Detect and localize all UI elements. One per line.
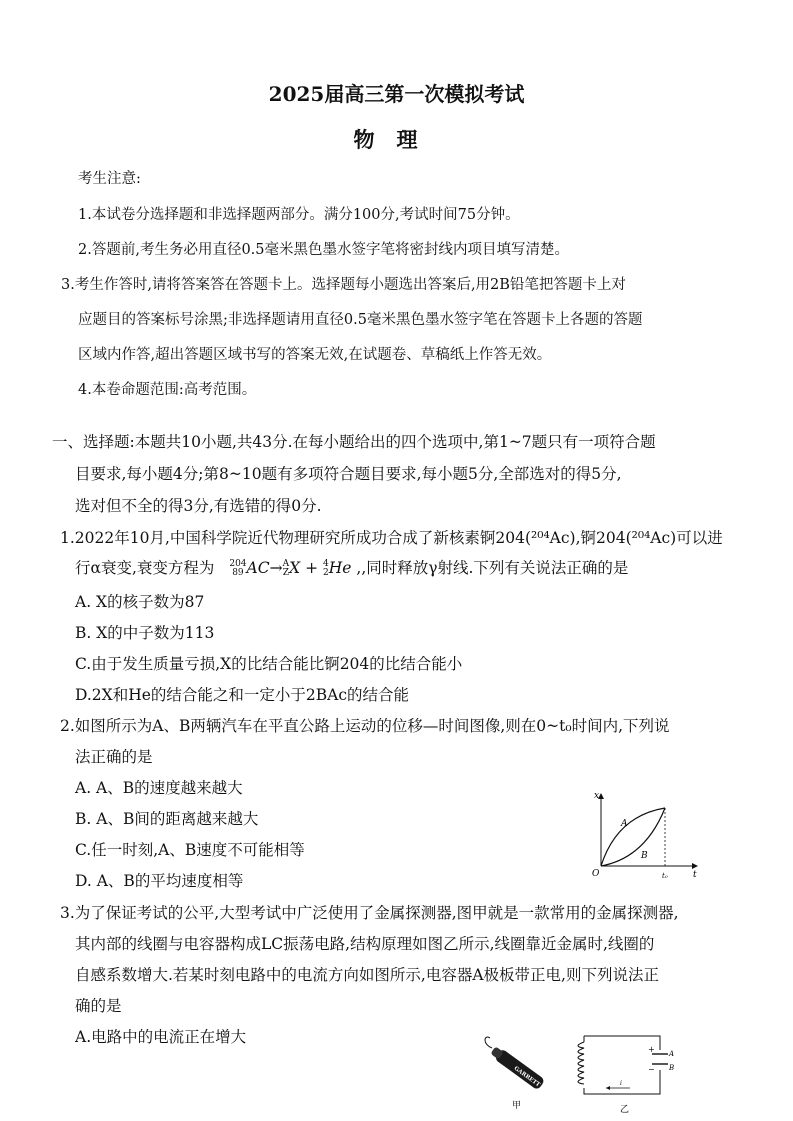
curve-a-label: A — [621, 819, 628, 829]
displacement-time-graph — [585, 786, 705, 882]
plate-b-label: B — [669, 1064, 675, 1072]
minus-sign: − — [648, 1065, 655, 1074]
detector-brand-text: GARRETT — [512, 1065, 541, 1089]
question-text: 确的是 — [75, 997, 122, 1015]
question-text: 自感系数增大.若某时刻电路中的电流方向如图所示,电容器A极板带正电,则下列说法正 — [75, 966, 659, 984]
option-a: A.电路中的电流正在增大 — [75, 1028, 247, 1046]
detector-strap — [485, 1037, 492, 1048]
question-text: 2.如图所示为A、B两辆汽车在平直公路上运动的位移—时间图像,则在0~t₀时间内,下列说 — [60, 717, 670, 735]
section-line: 选对但不全的得3分,有选错的得0分. — [75, 497, 322, 515]
t0-label: t₀ — [662, 872, 668, 880]
figure-yi-label: 乙 — [620, 1105, 630, 1115]
curve-b-label: B — [641, 851, 648, 861]
x-axis-label: t — [693, 870, 697, 880]
capacitor — [652, 1054, 668, 1064]
question-text: 1.2022年10月,中国科学院近代物理研究所成功合成了新核素锕204(²⁰⁴Ac),锕204(²⁰⁴Ac)可以进 — [60, 529, 723, 547]
option-d: D. A、B的平均速度相等 — [75, 872, 244, 890]
metal-detector-figure — [478, 1030, 558, 1112]
question-text: ,,同时释放γ射线.下列有关说法正确的是 — [356, 559, 629, 577]
figure-jia-label: 甲 — [512, 1101, 522, 1111]
option-c: C.由于发生质量亏损,X的比结合能比锕204的比结合能小 — [75, 655, 463, 673]
section-line: 一、选择题:本题共10小题,共43分.在每小题给出的四个选项中,第1~7题只有一项符合题 — [52, 433, 656, 451]
plus-sign: + — [648, 1045, 655, 1054]
question-text: 法正确的是 — [75, 748, 153, 766]
subject-title: 物理 — [353, 127, 440, 152]
inductor-coil — [578, 1042, 588, 1088]
note-item: 4.本卷命题范围:高考范围。 — [78, 382, 257, 398]
notes-heading: 考生注意: — [78, 171, 141, 187]
mass-number: 204 89 — [229, 559, 247, 578]
exam-title: 2025届高三第一次模拟考试 — [268, 82, 525, 106]
note-item: 3.考生作答时,请将答案答在答题卡上。选择题每小题选出答案后,用2B铅笔把答题卡上对 — [61, 277, 626, 293]
option-d: D.2X和He的结合能之和一定小于2BAc的结合能 — [75, 686, 410, 704]
current-label: i — [620, 1080, 622, 1087]
origin-label: O — [592, 869, 600, 879]
note-item: 2.答题前,考生务必用直径0.5毫米黑色墨水签字笔将密封线内项目填写清楚。 — [78, 242, 570, 258]
lc-circuit-figure — [570, 1030, 680, 1116]
metal-detector-icon — [489, 1045, 545, 1091]
option-b: B. A、B间的距离越来越大 — [75, 810, 259, 828]
plate-a-label: A — [669, 1050, 675, 1058]
question-text: 3.为了保证考试的公平,大型考试中广泛使用了金属探测器,图甲就是一款常用的金属探测器, — [60, 904, 679, 922]
question-text: 行α衰变,衰变方程为 — [75, 559, 215, 577]
curve-b — [601, 808, 665, 866]
option-c: C.任一时刻,A、B速度不可能相等 — [75, 841, 305, 859]
y-axis-label: x — [594, 791, 600, 801]
note-item: 1.本试卷分选择题和非选择题两部分。满分100分,考试时间75分钟。 — [78, 207, 520, 223]
option-a: A. X的核子数为87 — [75, 593, 205, 611]
curve-a — [601, 808, 665, 866]
section-line: 目要求,每小题4分;第8~10题有多项符合题目要求,每小题5分,全部选对的得5分, — [75, 465, 622, 483]
option-a: A. A、B的速度越来越大 — [75, 779, 243, 797]
decay-equation: 204 89 AC→A ZX + 4 2He — [229, 559, 352, 578]
note-item: 应题目的答案标号涂黑;非选择题请用直径0.5毫米黑色墨水签字笔在答题卡上各题的答题 — [78, 312, 643, 328]
question-text: 其内部的线圈与电容器构成LC振荡电路,结构原理如图乙所示,线圈靠近金属时,线圈的 — [75, 935, 655, 953]
question-text-equation-line — [75, 556, 628, 578]
option-b: B. X的中子数为113 — [75, 624, 215, 642]
note-item: 区域内作答,超出答题区域书写的答案无效,在试题卷、草稿纸上作答无效。 — [78, 347, 552, 363]
